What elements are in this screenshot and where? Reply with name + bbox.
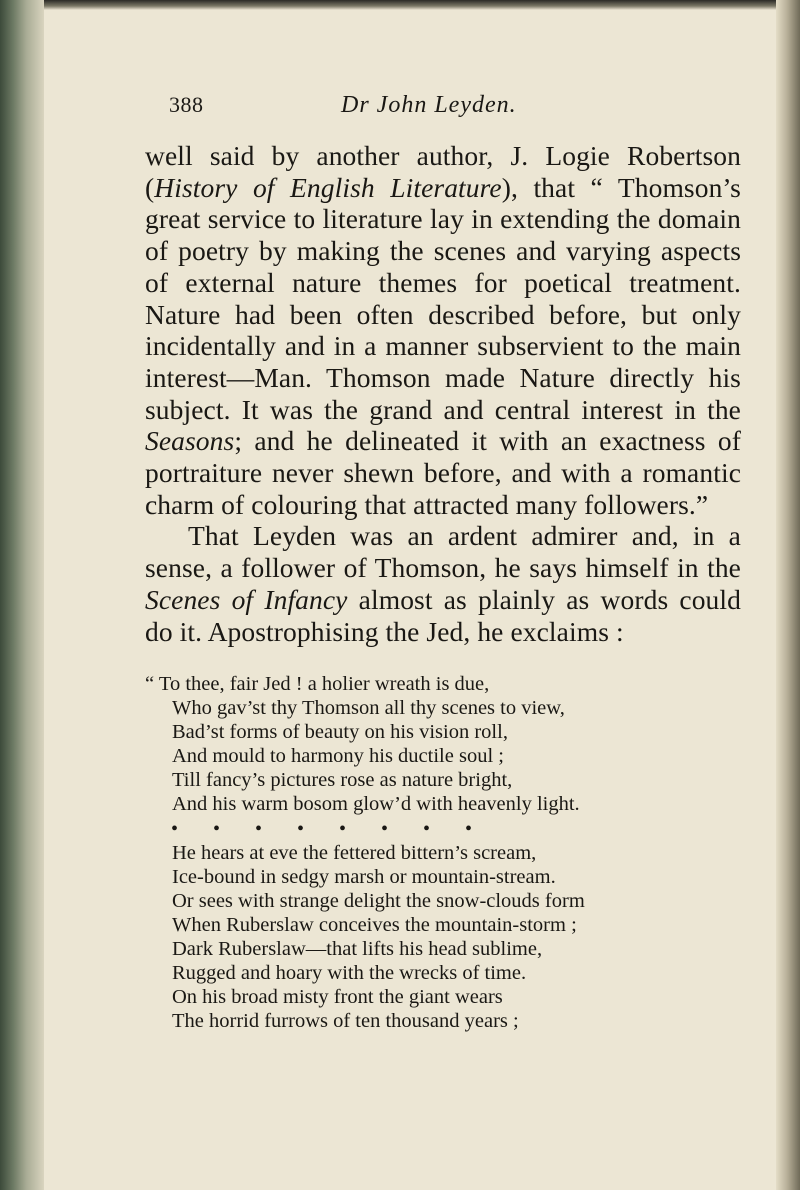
verse-line: Dark Ruberslaw—that lifts his head sublime,: [172, 937, 543, 960]
verse-line: He hears at eve the fettered bittern’s scream,: [172, 841, 537, 864]
running-head: [169, 92, 749, 122]
paragraph-2-text-a: That Leyden was an ardent admirer and, in a sense, a follower of Thomson, he says himself in the: [145, 520, 741, 584]
verse-line: Who gav’st thy Thomson all thy scenes to view,: [172, 697, 565, 720]
verse-line: When Ruberslaw conceives the mountain-storm ;: [172, 913, 577, 936]
body-text: [145, 140, 741, 647]
verse-line: And his warm bosom glow’d with heavenly light.: [172, 793, 580, 816]
verse-line: Rugged and hoary with the wrecks of time.: [172, 962, 527, 985]
book-title-scenes-of-infancy: Scenes of Infancy: [145, 583, 348, 615]
verse-line: Ice-bound in sedgy marsh or mountain-stream.: [172, 865, 556, 888]
paragraph-2-text-c: almost as plainly as words could do it. Apostrophising the Jed, he exclaims :: [145, 583, 741, 647]
verse-line: On his broad misty front the giant wears: [172, 986, 503, 1009]
ellipsis-dots: • • • • • • • •: [171, 817, 473, 840]
paragraph-2: [145, 520, 741, 647]
book-title-seasons: Seasons: [145, 425, 235, 457]
paragraph-1-text-a: well said by another author, J. Logie Robertson (: [145, 140, 741, 203]
verse-line: Bad’st forms of beauty on his vision roll,: [172, 721, 508, 744]
verse-line: Till fancy’s pictures rose as nature bright,: [172, 769, 513, 792]
verse-line: And mould to harmony his ductile soul ;: [172, 745, 504, 768]
verse-line: “ To thee, fair Jed ! a holier wreath is due,: [145, 673, 490, 695]
page-edge-shadow: [776, 0, 800, 1190]
paragraph-1: [145, 140, 741, 520]
page-number: 388: [169, 92, 204, 117]
verse-line: The horrid furrows of ten thousand years ;: [172, 1010, 519, 1033]
paragraph-1-text-e: ; and he delineated it with an exactness of portraiture never shewn before, and with a romantic charm of colouring that attracted many followers.”: [145, 425, 741, 520]
verse-line: Or sees with strange delight the snow-clouds form: [172, 889, 585, 912]
paragraph-1-text-c: ), that “ Thomson’s great service to literature lay in extending the domain of poetry by making the scenes and varying aspects of external nature themes for poetical treatment. Nature had been often described before, but only incidentally and in a manner subservient to the main interest—Man. Thomson made Nature directly his subject. It was the grand and central interest in the: [145, 171, 741, 425]
book-gutter: [0, 0, 44, 1190]
book-title-history: History of English Literature: [154, 171, 502, 203]
book-page: [44, 0, 776, 1190]
running-title: Dr John Leyden.: [341, 92, 517, 118]
verse-quotation: [145, 672, 745, 1033]
